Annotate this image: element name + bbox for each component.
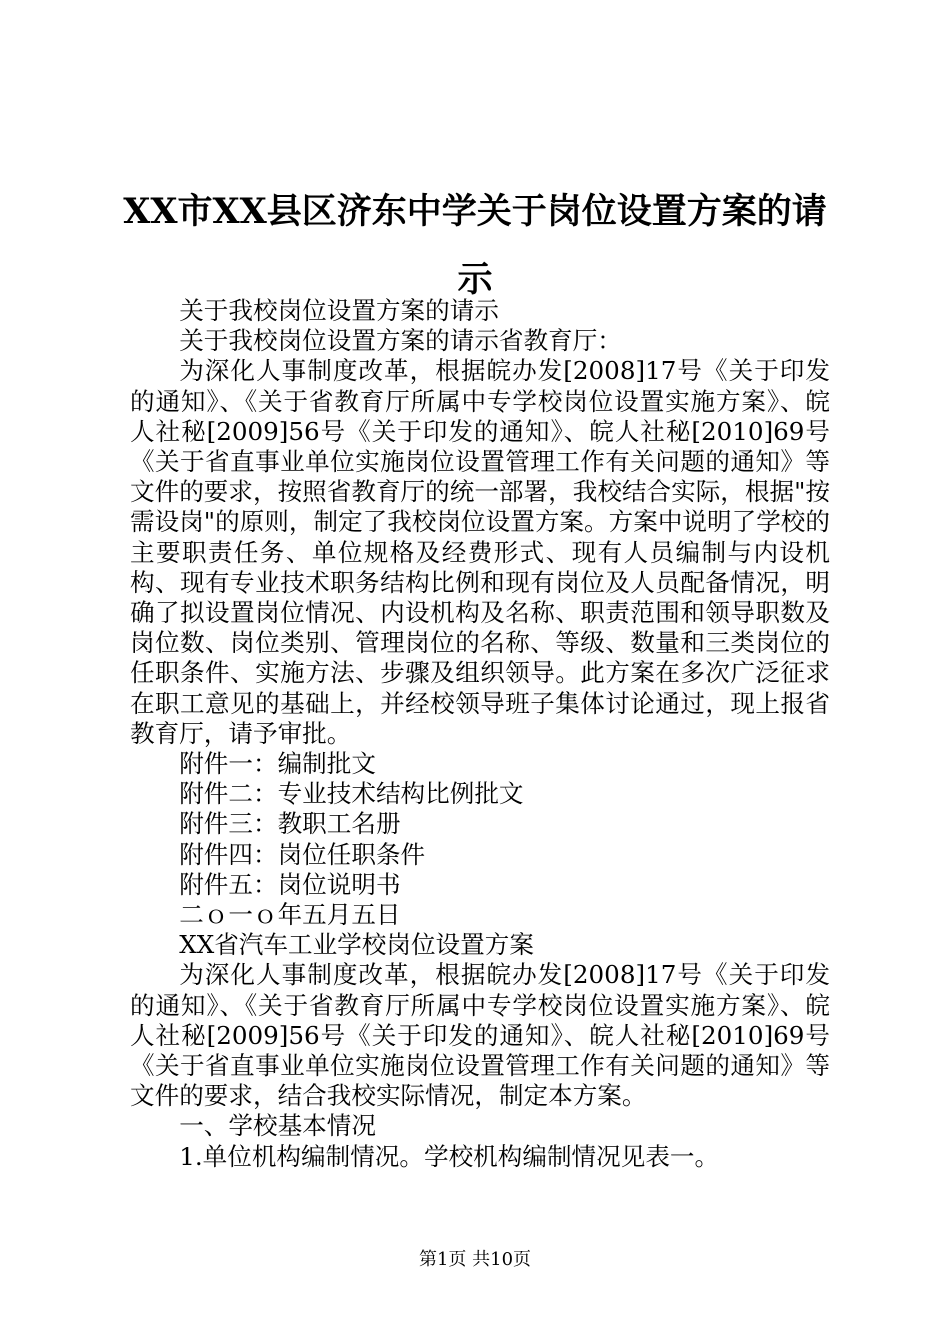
page-footer: 第1页 共10页 bbox=[418, 1249, 532, 1270]
paragraph: 关于我校岗位设置方案的请示省教育厅： bbox=[179, 326, 622, 356]
paragraph: 1.单位机构编制情况。学校机构编制情况见表一。 bbox=[179, 1141, 720, 1171]
attachment-item: 附件一：编制批文 bbox=[179, 749, 376, 779]
attachment-item: 附件四：岗位任职条件 bbox=[179, 839, 426, 869]
paragraph: 为深化人事制度改革，根据皖办发[2008]17号《关于印发的通知》、《关于省教育厅所属中专学校岗位设置实施方案》、皖人社秘[2009]56号《关于印发的通知》、皖人社秘[2010]69号《关于省直事业单位实施岗位设置管理工作有关问题的通知》等文件的要求，结合我校实际情况，制定本方案。 bbox=[130, 960, 830, 1111]
document-body bbox=[130, 296, 830, 1172]
section-heading: XX省汽车工业学校岗位设置方案 bbox=[179, 930, 534, 960]
paragraph: 为深化人事制度改革，根据皖办发[2008]17号《关于印发的通知》、《关于省教育厅所属中专学校岗位设置实施方案》、皖人社秘[2009]56号《关于印发的通知》、皖人社秘[2010]69号《关于省直事业单位实施岗位设置管理工作有关问题的通知》等文件的要求，按照省教育厅的统一部署，我校结合实际，根据"按需设岗"的原则，制定了我校岗位设置方案。方案中说明了学校的主要职责任务、单位规格及经费形式、现有人员编制与内设机构、现有专业技术职务结构比例和现有岗位及人员配备情况，明确了拟设置岗位情况、内设机构及名称、职责范围和领导职数及岗位数、岗位类别、管理岗位的名称、等级、数量和三类岗位的任职条件、实施方法、步骤及组织领导。此方案在多次广泛征求在职工意见的基础上，并经校领导班子集体讨论通过，现上报省教育厅，请予审批。 bbox=[130, 356, 830, 748]
paragraph: 关于我校岗位设置方案的请示 bbox=[179, 296, 499, 325]
attachment-item: 附件三：教职工名册 bbox=[179, 809, 401, 839]
section-heading: 一、学校基本情况 bbox=[179, 1111, 376, 1141]
attachment-item: 附件二：专业技术结构比例批文 bbox=[179, 779, 524, 809]
date-line: 二ｏ一ｏ年五月五日 bbox=[179, 900, 401, 930]
document-title: XX市XX县区济东中学关于岗位设置方案的请示 bbox=[123, 191, 827, 300]
attachment-item: 附件五：岗位说明书 bbox=[179, 869, 401, 899]
